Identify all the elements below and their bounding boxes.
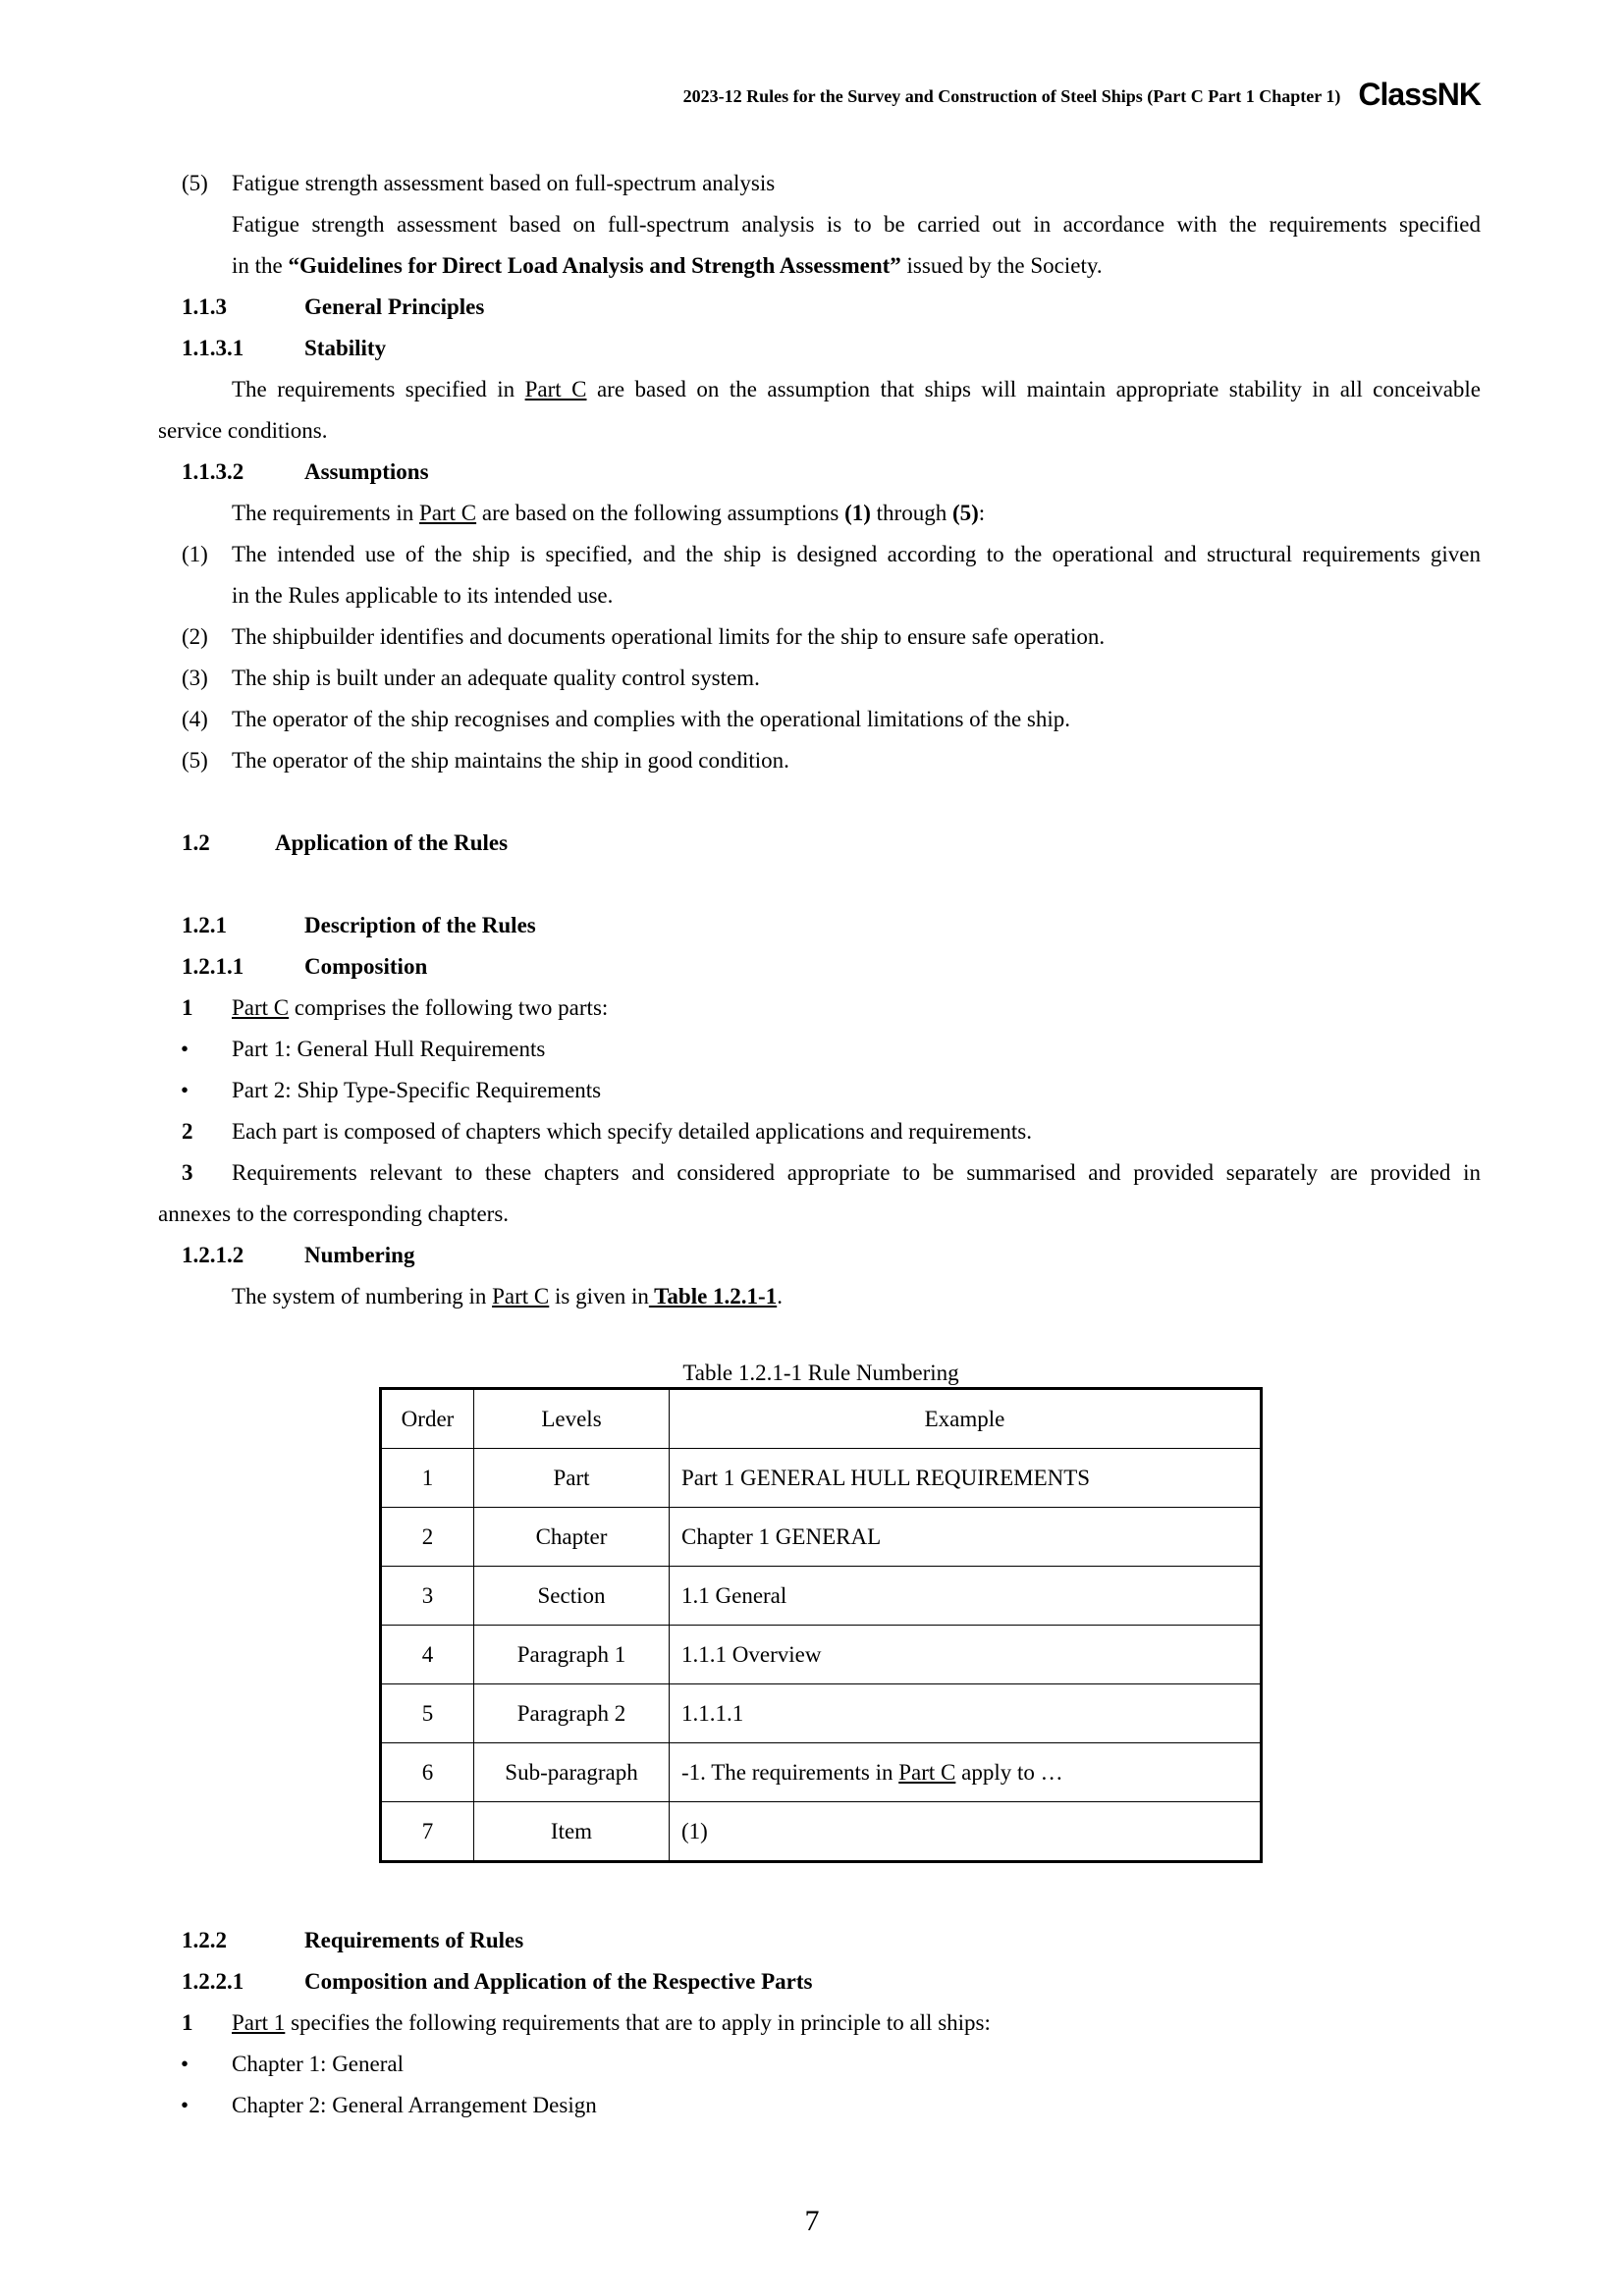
level-cell: Item: [474, 1802, 670, 1862]
list-item-number: (3): [182, 666, 208, 690]
table-row: [381, 1743, 1262, 1802]
example-cell: Part 1 GENERAL HULL REQUIREMENTS: [670, 1449, 1262, 1508]
level-cell: Paragraph 1: [474, 1626, 670, 1684]
list-item: The intended use of the ship is specified, and the ship is designed according to the operational and structural requirements given: [232, 542, 1481, 566]
section-number: 1.2.1.1: [182, 954, 244, 979]
section-title: Stability: [304, 336, 387, 360]
bullet-icon: •: [181, 2093, 189, 2117]
section-number: 1.1.3.2: [182, 459, 244, 484]
order-cell: 6: [381, 1743, 474, 1802]
paragraph-number: 2: [182, 1119, 193, 1144]
example-cell: 1.1.1.1: [670, 1684, 1262, 1743]
column-header: Order: [381, 1389, 474, 1449]
list-item: The ship is built under an adequate quality control system.: [232, 666, 760, 690]
section-title: Requirements of Rules: [304, 1928, 524, 1952]
paragraph-line: annexes to the corresponding chapters.: [158, 1201, 510, 1226]
section-title: General Principles: [304, 294, 485, 319]
level-cell: Chapter: [474, 1508, 670, 1567]
part-1-link[interactable]: Part 1: [232, 2010, 286, 2035]
table-caption: Table 1.2.1-1 Rule Numbering: [682, 1361, 959, 1385]
table-row: [381, 1508, 1262, 1567]
order-cell: 7: [381, 1802, 474, 1862]
bullet-item: Chapter 1: General: [232, 2052, 404, 2076]
list-item-number: (5): [182, 748, 208, 773]
rule-numbering-table: [379, 1387, 1263, 1863]
table-row: [381, 1802, 1262, 1862]
section-title: Application of the Rules: [275, 830, 509, 855]
item-number: (5): [182, 171, 208, 195]
table-reference-link[interactable]: Table 1.2.1-1: [648, 1284, 778, 1308]
section-title: Assumptions: [304, 459, 429, 484]
level-cell: Section: [474, 1567, 670, 1626]
section-title: Numbering: [304, 1243, 415, 1267]
bullet-item: Part 2: Ship Type-Specific Requirements: [232, 1078, 602, 1102]
list-item-number: (4): [182, 707, 208, 731]
paragraph-line: The requirements in Part C are based on the following assumptions (1) through (5):: [232, 501, 986, 525]
section-number: 1.2.1.2: [182, 1243, 244, 1267]
part-c-link[interactable]: Part C: [898, 1759, 956, 1785]
section-number: 1.2: [182, 830, 210, 855]
part-c-link[interactable]: Part C: [418, 501, 477, 525]
part-c-link[interactable]: Part C: [524, 377, 587, 401]
bullet-icon: •: [181, 1037, 189, 1061]
table-row: [381, 1626, 1262, 1684]
paragraph-line: in the “Guidelines for Direct Load Analysis and Strength Assessment” issued by the Society.: [232, 253, 1103, 278]
part-c-link[interactable]: Part C: [492, 1284, 550, 1308]
order-cell: 2: [381, 1508, 474, 1567]
table-row: [381, 1684, 1262, 1743]
header-title: 2023-12 Rules for the Survey and Construction of Steel Ships (Part C Part 1 Chapter 1): [682, 86, 1341, 106]
order-cell: 4: [381, 1626, 474, 1684]
paragraph-line: Part C comprises the following two parts:: [232, 995, 609, 1020]
section-number: 1.2.1: [182, 913, 227, 937]
table-row: [381, 1449, 1262, 1508]
paragraph-line: Each part is composed of chapters which specify detailed applications and requirements.: [232, 1119, 1032, 1144]
example-cell: (1): [670, 1802, 1262, 1862]
paragraph-line: Requirements relevant to these chapters and considered appropriate to be summarised and provided separately are provided in: [232, 1160, 1481, 1185]
bullet-icon: •: [181, 2052, 189, 2076]
example-cell: 1.1.1 Overview: [670, 1626, 1262, 1684]
section-title: Composition and Application of the Respective Parts: [304, 1969, 813, 1994]
section-number: 1.1.3.1: [182, 336, 244, 360]
page-header: [0, 77, 1481, 112]
guidelines-title: “Guidelines for Direct Load Analysis and Strength Assessment”: [288, 253, 901, 278]
classnk-logo: ClassNK: [1358, 77, 1481, 112]
paragraph-line: service conditions.: [158, 418, 328, 443]
section-number: 1.1.3: [182, 294, 227, 319]
paragraph-line: The system of numbering in Part C is given in Table 1.2.1-1.: [232, 1284, 783, 1308]
list-item-number: (1): [182, 542, 208, 566]
level-cell: Paragraph 2: [474, 1684, 670, 1743]
paragraph-number: 1: [182, 2010, 193, 2035]
item-title: Fatigue strength assessment based on full-spectrum analysis: [232, 171, 776, 195]
order-cell: 1: [381, 1449, 474, 1508]
paragraph-number: 3: [182, 1160, 193, 1185]
level-cell: Sub-paragraph: [474, 1743, 670, 1802]
section-number: 1.2.2.1: [182, 1969, 244, 1994]
list-item: The operator of the ship maintains the ship in good condition.: [232, 748, 789, 773]
section-title: Composition: [304, 954, 428, 979]
section-number: 1.2.2: [182, 1928, 227, 1952]
level-cell: Part: [474, 1449, 670, 1508]
list-item: The shipbuilder identifies and documents operational limits for the ship to ensure safe operation.: [232, 624, 1106, 649]
column-header: Example: [670, 1389, 1262, 1449]
example-cell: -1. The requirements in Part C apply to …: [670, 1743, 1262, 1802]
bullet-item: Part 1: General Hull Requirements: [232, 1037, 546, 1061]
example-cell: 1.1 General: [670, 1567, 1262, 1626]
column-header: Levels: [474, 1389, 670, 1449]
order-cell: 5: [381, 1684, 474, 1743]
paragraph-line: The requirements specified in Part C are based on the assumption that ships will maintain appropriate stability in all conceivable: [232, 377, 1482, 401]
page-number: 7: [804, 2205, 820, 2237]
order-cell: 3: [381, 1567, 474, 1626]
table-row: [381, 1567, 1262, 1626]
list-item-number: (2): [182, 624, 208, 649]
list-item: in the Rules applicable to its intended use.: [232, 583, 614, 608]
bullet-icon: •: [181, 1078, 189, 1102]
list-item: The operator of the ship recognises and complies with the operational limitations of the ship.: [232, 707, 1070, 731]
bullet-item: Chapter 2: General Arrangement Design: [232, 2093, 597, 2117]
paragraph-number: 1: [182, 995, 193, 1020]
table-header-row: [381, 1389, 1262, 1449]
part-c-link[interactable]: Part C: [232, 995, 290, 1020]
section-title: Description of the Rules: [304, 913, 536, 937]
paragraph-line: Part 1 specifies the following requirements that are to apply in principle to all ships:: [232, 2010, 991, 2035]
paragraph-line: Fatigue strength assessment based on full-spectrum analysis is to be carried out in accordance with the requirements specified: [232, 212, 1481, 237]
example-cell: Chapter 1 GENERAL: [670, 1508, 1262, 1567]
